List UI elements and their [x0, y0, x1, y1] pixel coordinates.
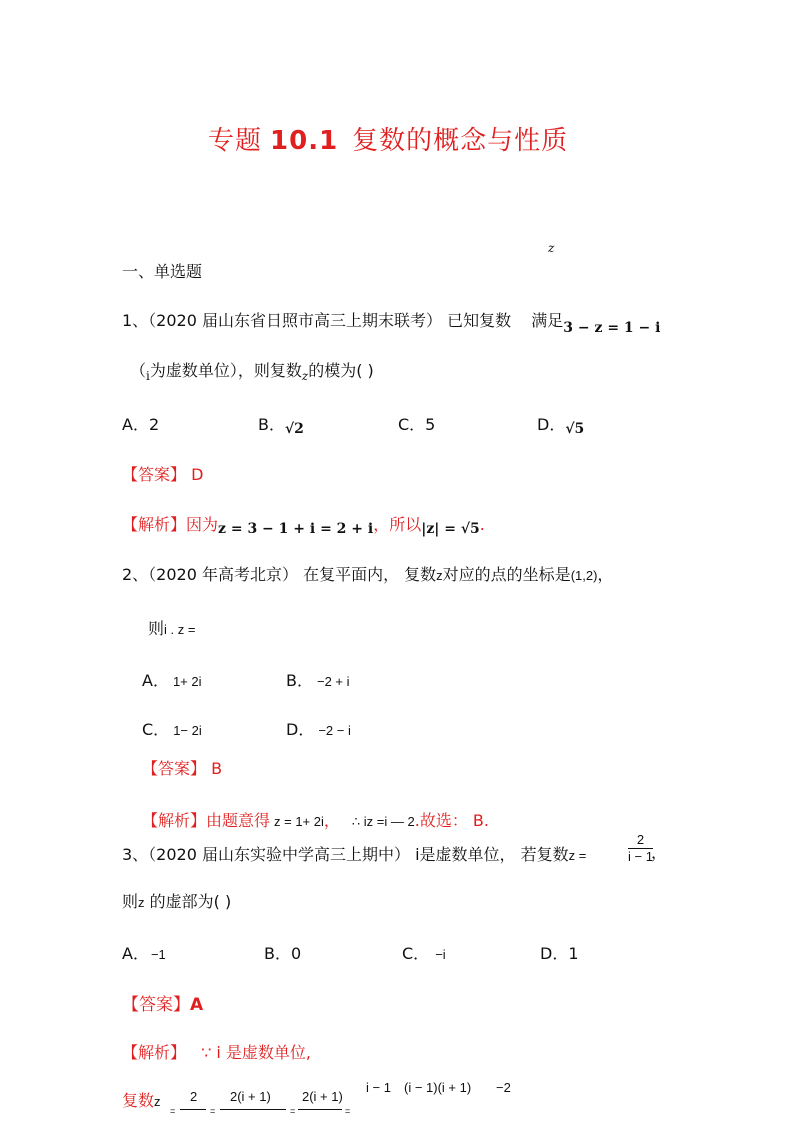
q2-stem-text: 2、（2020 年高考北京） 在复平面内， 复数: [122, 565, 437, 584]
q3-answer-value: A: [190, 995, 204, 1015]
q3-stem-line2: [122, 889, 231, 912]
q1-option-b-value: √2: [284, 421, 304, 437]
q1-analysis-mid: ，所以: [373, 515, 422, 534]
q2-option-a-label: A．: [142, 671, 169, 690]
q2-option-a-value: 1+ 2i: [172, 674, 202, 689]
q2-analysis-label: 【解析】由题意得: [142, 811, 271, 830]
q1-answer-label: 【答案】: [122, 465, 187, 484]
q3-frac4-den: (i − 1)(i + 1): [404, 1080, 472, 1095]
q2-option-b[interactable]: [286, 668, 350, 691]
q2-line2-expr: i . z =: [164, 622, 196, 637]
q2-option-c-value: 1− 2i: [173, 723, 202, 738]
title-number: 10.1: [270, 126, 339, 156]
q3-answer: [122, 990, 203, 1015]
q2-answer-value: B: [211, 759, 223, 778]
q2-option-d-label: D．: [286, 720, 315, 739]
q3-stem: [122, 842, 586, 865]
q3-option-c[interactable]: [402, 941, 446, 964]
q3-answer-label: 【答案】: [122, 995, 190, 1015]
q1-z: z: [301, 369, 309, 383]
q2-analysis-eq2: ∴ iz =i — 2: [351, 814, 415, 829]
q3-frac3-den: i − 1: [366, 1080, 391, 1095]
q3-stem-text: 3、（2020 届山东实验中学高三上期中） i是虚数单位， 若复数: [122, 845, 569, 864]
q2-answer: [142, 756, 222, 779]
q2-stem-z: z: [436, 568, 443, 583]
q1-analysis-label: 【解析】因为: [122, 515, 219, 534]
q3-comma: ，: [651, 843, 668, 862]
q1-analysis-eq2: |z| = √5: [421, 521, 480, 537]
q2-answer-label: 【答案】: [142, 759, 207, 778]
q3-frac1-bar: [180, 1109, 206, 1110]
q3-frac-num: 2: [636, 832, 645, 847]
q2-option-c-label: C．: [142, 720, 170, 739]
q3-option-b[interactable]: [264, 941, 301, 964]
q1-equation: 3 − z = 1 − i: [563, 320, 661, 336]
q2-option-d-value: −2 − i: [318, 723, 351, 738]
q3-frac3-num: 2(i + 1): [302, 1089, 343, 1104]
q1-option-c-label: C．5: [398, 415, 436, 434]
q3-analysis: [122, 1040, 311, 1063]
q3-option-b-label: B．0: [264, 944, 302, 963]
q2-analysis-end: .故选： B.: [414, 811, 489, 830]
q3-stem-z: z =: [568, 848, 587, 863]
q2-stem-line2: [148, 616, 195, 639]
title-prefix: 专题: [208, 126, 263, 156]
q3-line2-z: z: [138, 895, 145, 910]
q3-last-label: [122, 1088, 161, 1111]
q1-open-paren: （: [130, 361, 147, 380]
q3-frac5-num: −2: [496, 1080, 511, 1095]
q2-analysis: [142, 808, 489, 831]
q3-option-d[interactable]: [540, 941, 579, 964]
q3-frac2-bar: [220, 1109, 286, 1110]
q1-line2-end: 的模为( ): [308, 361, 374, 380]
q1-stem-var: z: [548, 241, 555, 255]
q2-stem-end: 对应的点的坐标是: [442, 565, 571, 584]
q3-option-a-label: A．: [122, 944, 149, 963]
title-text: 复数的概念与性质: [352, 126, 569, 156]
q1-option-b[interactable]: [258, 412, 304, 435]
q2-option-a[interactable]: [142, 668, 202, 691]
q1-option-d-value: √5: [565, 421, 585, 437]
q1-stem-mid: 满足: [531, 311, 564, 330]
q3-option-a[interactable]: [122, 941, 166, 964]
q2-analysis-comma: ，: [323, 811, 340, 830]
q1-stem-line2: [130, 358, 374, 381]
q1-analysis: [122, 512, 485, 535]
q3-option-d-label: D．1: [540, 944, 579, 963]
q2-option-b-label: B．: [286, 671, 313, 690]
q2-line2: 则: [148, 619, 165, 638]
q2-coord: (1,2): [570, 568, 598, 583]
q1-option-a[interactable]: [122, 412, 159, 435]
page-title: [208, 120, 568, 157]
q3-frac-den: i − 1: [628, 849, 653, 864]
q1-answer: [122, 462, 203, 485]
q2-comma: ，: [597, 565, 614, 584]
q1-analysis-eq: z = 3 − 1 + i = 2 + i: [218, 521, 374, 537]
q1-line2-text: 为虚数单位），则复数: [149, 361, 302, 380]
q1-i: i: [146, 369, 150, 383]
q1-answer-value: D: [191, 465, 204, 484]
section-heading: 一、单选题: [122, 262, 203, 281]
q3-last-label-text: 复数: [122, 1091, 155, 1110]
q3-eq-3: =: [290, 1106, 296, 1116]
q1-stem: [122, 308, 661, 336]
q1-option-d[interactable]: [537, 412, 584, 435]
q3-option-a-value: −1: [150, 947, 166, 962]
q2-stem: [122, 562, 613, 585]
q3-frac3-bar: [298, 1109, 342, 1110]
q3-fraction: [628, 832, 653, 865]
q2-option-b-value: −2 + i: [316, 674, 350, 689]
q3-line2-end: 的虚部为( ): [149, 892, 232, 911]
q3-analysis-text: ∵ i 是虚数单位,: [201, 1043, 311, 1062]
q2-option-c[interactable]: [142, 717, 202, 740]
q3-option-c-label: C．: [402, 944, 430, 963]
q1-option-d-label: D．: [537, 415, 566, 434]
q3-option-c-value: −i: [435, 947, 446, 962]
q3-last-z: z: [154, 1094, 161, 1109]
q3-frac2-num: 2(i + 1): [230, 1089, 271, 1104]
q3-line2: 则: [122, 892, 139, 911]
q3-analysis-label: 【解析】: [122, 1043, 187, 1062]
q3-frac1-num: 2: [190, 1089, 198, 1104]
q1-analysis-end: .: [479, 515, 485, 534]
q2-analysis-eq: z = 1+ 2i: [274, 814, 324, 829]
q3-eq-1: =: [170, 1106, 176, 1116]
q1-stem-text: 1、（2020 届山东省日照市高三上期末联考） 已知复数: [122, 311, 512, 330]
q1-option-b-label: B．: [258, 415, 285, 434]
q3-eq-4: =: [345, 1106, 351, 1116]
q1-option-c[interactable]: [398, 412, 435, 435]
q2-option-d[interactable]: [286, 717, 351, 740]
q3-eq-2: =: [210, 1106, 216, 1116]
q1-option-a-label: A．2: [122, 415, 160, 434]
